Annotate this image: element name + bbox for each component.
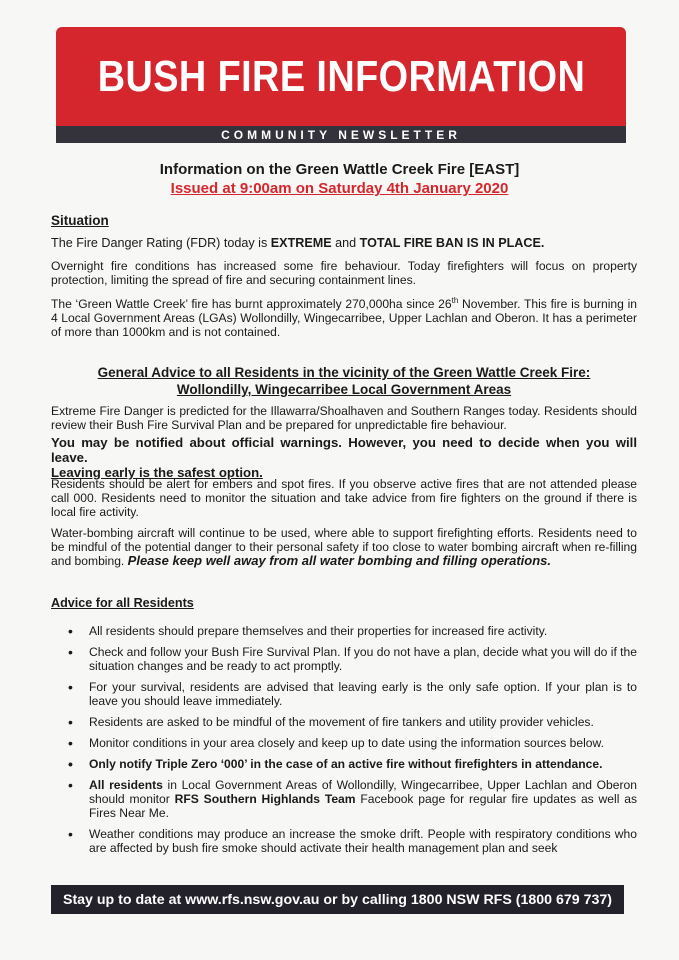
- general-p2: [51, 435, 637, 480]
- general-advice-heading: [51, 364, 637, 398]
- advice-list: [51, 624, 637, 862]
- situation-heading: Situation: [51, 213, 109, 228]
- bullet-icon: •: [68, 756, 73, 772]
- general-heading-line2: Wollondilly, Wingecarribee Local Government Areas: [176, 382, 512, 397]
- bullet-icon: •: [68, 777, 73, 793]
- general-p3: Residents should be alert for embers and spot fires. If you observe active fires that are not attended please call 000. Residents need to monitor the situation and take advice from fire fighters on the ground if there is local fire activity.: [51, 477, 637, 519]
- bullet-icon: •: [68, 735, 73, 751]
- situation-p2: Overnight fire conditions has increased some fire behaviour. Today firefighters will focus on property protection, limiting the spread of fire and securing containment lines.: [51, 259, 637, 287]
- bullet-icon: •: [68, 623, 73, 639]
- list-item: • Weather conditions may produce an increase the smoke drift. People with respiratory conditions who are affected by bush fire smoke should activate their health management plan and seek: [68, 826, 637, 855]
- banner-title: BUSH FIRE INFORMATION: [97, 51, 585, 101]
- list-item: • All residents in Local Government Areas of Wollondilly, Wingecarribee, Upper Lachlan and Oberon should monitor RFS Southern Highlands Team Facebook page for regular fire updates as well as Fires Near Me.: [68, 777, 637, 820]
- p3-sup: th: [451, 296, 459, 305]
- advice-heading: Advice for all Residents: [51, 596, 194, 610]
- p3-text-a: The ‘Green Wattle Creek’ fire has burnt approximately 270,000ha since 26: [51, 297, 452, 312]
- list-item: • All residents should prepare themselves and their properties for increased fire activity.: [68, 623, 548, 639]
- p3-text-b: November. This fire is burning in 4 Local Government Areas (LGAs) Wollondilly, Wingecarribee, Upper Lachlan and Oberon. It has a perimeter of more than 1000km and is not contained.: [51, 297, 638, 340]
- p4-text: Water-bombing aircraft will continue to be used, where able to support firefighting efforts. Residents need to be mindful of the potential danger to their personal safety if too close to water bombing aircraft when re-filling and bombing.: [51, 526, 637, 568]
- banner: [56, 27, 626, 126]
- fdr-and: and: [331, 236, 360, 250]
- list-item: • Check and follow your Bush Fire Survival Plan. If you do not have a plan, decide what you will do if the situation changes and be ready to act promptly.: [68, 644, 637, 673]
- fdr-rating: EXTREME: [270, 236, 332, 250]
- bullet-icon: •: [68, 826, 73, 842]
- list-item: • Only notify Triple Zero ‘000’ in the case of an active fire without firefighters in attendance.: [68, 756, 603, 772]
- fdr-text: The Fire Danger Rating (FDR) today is: [51, 236, 271, 250]
- subtitle-bar: [56, 126, 626, 143]
- general-heading-line1: General Advice to all Residents in the vicinity of the Green Wattle Creek Fire:: [97, 365, 591, 380]
- leave-early-text: Leaving early is the safest option.: [51, 465, 263, 480]
- list-item: • Monitor conditions in your area closely and keep up to date using the information sources below.: [68, 735, 604, 751]
- issued-time: Issued at 9:00am on Saturday 4th January 2020: [170, 180, 509, 197]
- footer-contact: Stay up to date at www.rfs.nsw.gov.au or by calling 1800 NSW RFS (1800 679 737): [62, 891, 612, 908]
- bullet-icon: •: [68, 644, 73, 660]
- banner-subtitle: COMMUNITY NEWSLETTER: [221, 127, 461, 142]
- list-item: • Residents are asked to be mindful of the movement of fire tankers and utility provider vehicles.: [68, 714, 594, 730]
- list-item: • For your survival, residents are advised that leaving early is the only safe option. If your plan is to leave you should leave immediately.: [68, 679, 637, 708]
- general-p1: Extreme Fire Danger is predicted for the Illawarra/Shoalhaven and Southern Ranges today. Residents should review their Bush Fire Survival Plan and be prepared for unpredictable fire behaviour.: [51, 404, 637, 432]
- general-p4: [51, 526, 637, 568]
- fire-title: Information on the Green Wattle Creek Fire [EAST]: [159, 161, 520, 178]
- p4-emphasis: Please keep well away from all water bombing and filling operations.: [127, 553, 551, 568]
- situation-fdr: [51, 236, 637, 250]
- bullet-icon: •: [68, 714, 73, 730]
- fire-ban: TOTAL FIRE BAN IS IN PLACE.: [359, 236, 545, 250]
- warning-text: You may be notified about official warnings. However, you need to decide when you will leave.: [51, 435, 637, 465]
- situation-p3: [51, 294, 637, 339]
- footer-bar: [51, 885, 624, 914]
- bullet-icon: •: [68, 679, 73, 695]
